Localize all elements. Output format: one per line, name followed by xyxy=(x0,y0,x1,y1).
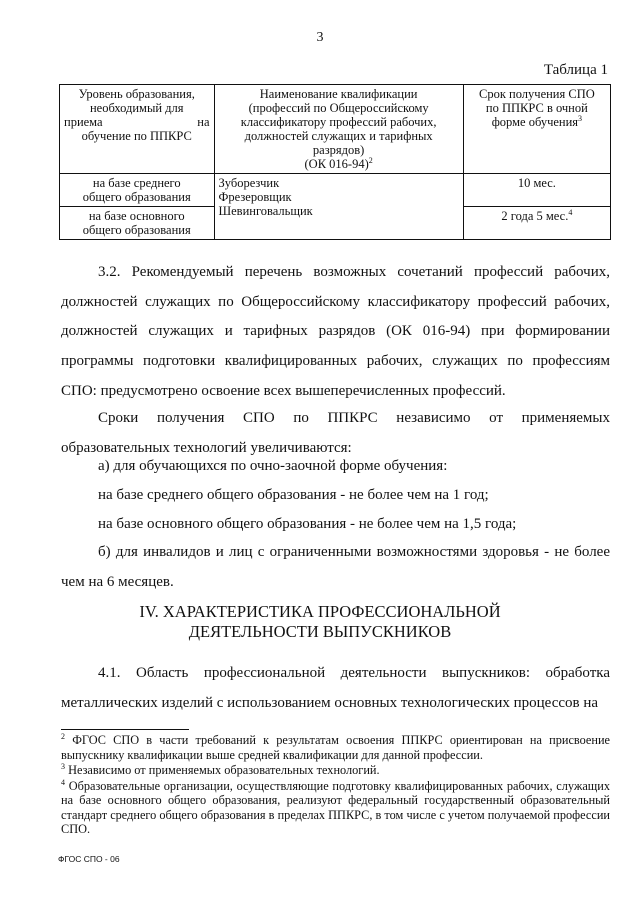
paragraph xyxy=(61,258,610,407)
cell-line: общего образования xyxy=(82,190,191,204)
paragraph-text: на базе основного общего образования - не более чем на 1,5 года; xyxy=(98,516,517,532)
footnote-mark: 3 xyxy=(61,761,65,771)
paragraph-text: а) для обучающихся по очно-заочной форме обучения: xyxy=(98,458,448,474)
footnote-ref: 2 xyxy=(368,155,373,165)
header-line: классификатору профессий рабочих, xyxy=(240,115,437,129)
footnote xyxy=(61,763,610,778)
table-row xyxy=(60,174,611,207)
page-number: 3 xyxy=(316,30,324,45)
paragraph xyxy=(61,452,610,482)
footnote-mark: 2 xyxy=(61,731,65,741)
header-line xyxy=(219,157,459,171)
row-term xyxy=(463,207,610,240)
header-line: (профессий по Общероссийскому xyxy=(248,101,429,115)
professions-cell xyxy=(214,174,463,240)
footnote-separator xyxy=(61,729,189,730)
header-line-text: форме обучения xyxy=(491,115,579,129)
row-education-level xyxy=(60,207,215,240)
header-line: по ППКРС в очной xyxy=(485,101,588,115)
header-line: приема на xyxy=(64,115,210,129)
footnote-ref: 3 xyxy=(578,113,583,123)
footnote xyxy=(61,733,610,762)
paragraph-text: 4.1. Область профессиональной деятельности выпускников: обработка металлических изделий с использованием основных технологических процессов на xyxy=(61,665,610,711)
footnote-text: ФГОС СПО в части требований к результатам освоения ППКРС ориентирован на присвоение выпускнику квалификации выше средней квалификации для данной профессии. xyxy=(61,733,610,762)
cell-text: 2 года 5 мес. xyxy=(501,209,569,223)
paragraph-text: б) для инвалидов и лиц с ограниченными возможностями здоровья - не более чем на 6 месяцев. xyxy=(61,544,610,590)
header-line xyxy=(468,115,606,129)
heading-line: ДЕЯТЕЛЬНОСТИ ВЫПУСКНИКОВ xyxy=(188,622,452,641)
profession-item: Шевинговальщик xyxy=(218,204,313,218)
heading-line: IV. ХАРАКТЕРИСТИКА ПРОФЕССИОНАЛЬНОЙ xyxy=(139,602,501,621)
footer-code: ФГОС СПО - 06 xyxy=(58,854,120,864)
paragraph-text: Сроки получения СПО по ППКРС независимо от применяемых образовательных технологий увеличиваются: xyxy=(61,410,610,456)
header-line: Срок получения СПО xyxy=(478,87,595,101)
header-term xyxy=(463,85,610,174)
cell-line: на базе среднего xyxy=(92,176,181,190)
paragraph-text: 3.2. Рекомендуемый перечень возможных сочетаний профессий рабочих, должностей служащих по Общероссийскому классификатору профессий рабочих, должностей служащих и тарифных разрядов (ОК 016-94) при формировании программы подготовки квалифицированных рабочих, служащих по профессиям СПО: предусмотрено освоение всех вышеперечисленных профессий. xyxy=(61,264,610,399)
row-education-level xyxy=(60,174,215,207)
table-caption: Таблица 1 xyxy=(543,62,608,78)
section-heading xyxy=(0,602,640,642)
footnotes xyxy=(61,733,610,838)
footnote-ref: 4 xyxy=(568,207,573,217)
profession-item: Зуборезчик xyxy=(218,176,280,190)
header-line: разрядов) xyxy=(312,143,365,157)
header-line: обучение по ППКРС xyxy=(81,129,192,143)
footnote-text: Образовательные организации, осуществляющие подготовку квалифицированных рабочих, служащих на базе основного общего образования, реализуют федеральный государственный образовательный стандарт среднего общего образования в пределах ППКРС, в том числе с учетом получаемой профессии СПО. xyxy=(61,778,610,836)
cell-line: общего образования xyxy=(82,223,191,237)
qualification-table xyxy=(59,84,611,240)
row-term: 10 мес. xyxy=(463,174,610,207)
paragraph xyxy=(61,510,610,540)
header-line: должностей служащих и тарифных xyxy=(244,129,433,143)
header-line-text: (ОК 016-94) xyxy=(304,157,369,171)
footnote-text: Независимо от применяемых образовательных технологий. xyxy=(65,763,380,777)
header-line: Уровень образования, xyxy=(78,87,195,101)
paragraph xyxy=(61,538,610,597)
paragraph xyxy=(61,659,610,718)
header-line: Наименование квалификации xyxy=(259,87,418,101)
header-qualification-name xyxy=(214,85,463,174)
paragraph xyxy=(61,481,610,511)
header-line: необходимый для xyxy=(89,101,184,115)
table-header-row xyxy=(60,85,611,174)
footnote-mark: 4 xyxy=(61,777,65,787)
profession-item: Фрезеровщик xyxy=(218,190,292,204)
cell-line: на базе основного xyxy=(88,209,185,223)
footnote xyxy=(61,779,610,837)
header-education-level xyxy=(60,85,215,174)
paragraph-text: на базе среднего общего образования - не более чем на 1 год; xyxy=(98,487,489,503)
